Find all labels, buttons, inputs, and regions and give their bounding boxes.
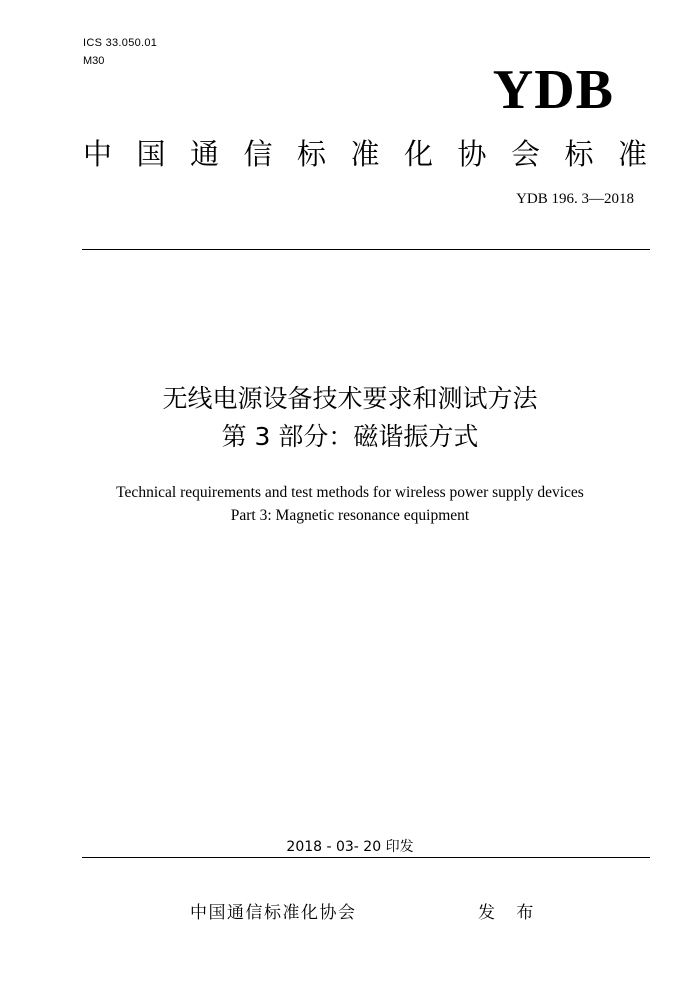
ics-code: ICS 33.050.01 <box>83 37 158 49</box>
organization-standard-title: 中国通信标准化协会标准 <box>83 137 672 171</box>
chinese-title <box>0 380 700 456</box>
standard-number: YDB 196. 3—2018 <box>516 191 634 207</box>
chinese-title-line-1: 无线电源设备技术要求和测试方法 <box>162 384 538 413</box>
publish-label: 发 布 <box>478 903 542 923</box>
bottom-divider <box>82 857 650 858</box>
chinese-title-line-2: 第 3 部分：磁谐振方式 <box>221 422 479 451</box>
top-divider <box>82 249 650 250</box>
english-title-line-1: Technical requirements and test methods for wireless power supply devices <box>116 484 584 501</box>
publisher-name: 中国通信标准化协会 <box>190 903 357 923</box>
brand-mark: YDB <box>492 59 614 121</box>
english-title <box>0 481 700 527</box>
english-title-line-2: Part 3: Magnetic resonance equipment <box>230 507 470 524</box>
ccs-code: M30 <box>83 55 105 67</box>
issue-date: 2018 - 03- 20 印发 <box>286 839 414 855</box>
